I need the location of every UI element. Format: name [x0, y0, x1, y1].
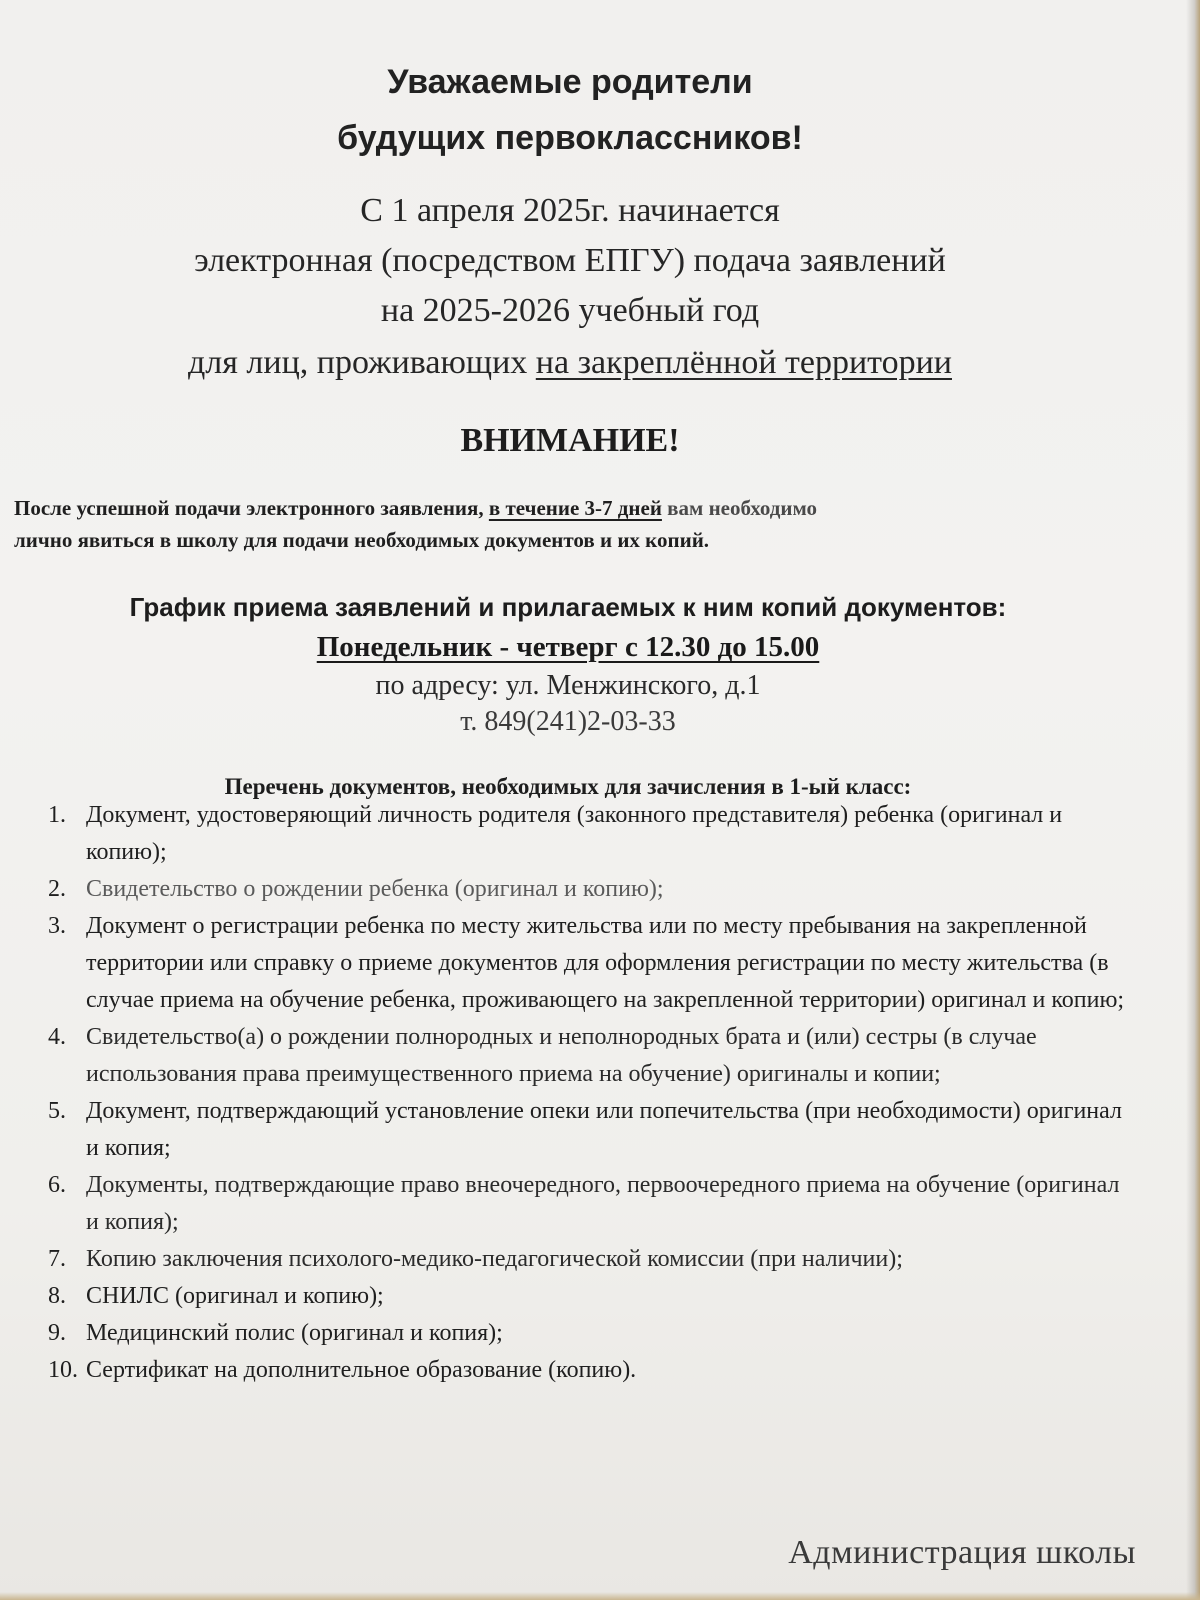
list-item-number: 6. — [48, 1172, 66, 1198]
attention-text-part-1: После успешной подачи электронного заявления, — [14, 496, 489, 520]
documents-list — [48, 797, 1138, 1389]
intro-line-3: на 2025-2026 учебный год — [380, 292, 760, 329]
intro-line-4-underlined: на закреплённой территории — [535, 344, 952, 381]
list-item-number: 2. — [48, 876, 66, 902]
list-item — [48, 1352, 1138, 1389]
list-item — [48, 1315, 1138, 1352]
attention-heading: ВНИМАНИЕ! — [460, 422, 680, 459]
list-item-text: Медицинский полис (оригинал и копия); — [86, 1320, 503, 1346]
list-item-text: Документ о регистрации ребенка по месту жительства или по месту пребывания на закрепленной территории или справку о приеме документов для оформления регистрации по месту жительства (в случае приема на обучение ребенка, проживающего на закрепленной территории) оригинал и копию; — [86, 913, 1125, 1013]
documents-title: Перечень документов, необходимых для зачисления в 1-ый класс: — [224, 774, 912, 799]
list-item — [48, 1241, 1138, 1278]
schedule-address: по адресу: ул. Менжинского, д.1 — [375, 670, 761, 701]
list-item — [48, 1278, 1138, 1315]
title-line-1: Уважаемые родители — [387, 63, 753, 101]
schedule-time: Понедельник - четверг с 12.30 до 15.00 — [316, 631, 820, 663]
list-item-number: 7. — [48, 1246, 66, 1272]
paper-edge-shadow — [1186, 0, 1200, 1600]
list-item — [48, 1093, 1138, 1167]
list-item-text: СНИЛС (оригинал и копию); — [86, 1283, 384, 1309]
list-item-text: Копию заключения психолого-медико-педагогической комиссии (при наличии); — [86, 1246, 903, 1272]
list-item — [48, 1019, 1138, 1093]
title-line-2: будущих первоклассников! — [337, 119, 803, 157]
list-item — [48, 1167, 1138, 1241]
list-item-text: Документы, подтверждающие право внеочередного, первоочередного приема на обучение (оригинал и копия); — [86, 1172, 1120, 1235]
list-item-text: Сертификат на дополнительное образование (копию). — [86, 1357, 637, 1383]
list-item — [48, 871, 1138, 908]
list-item-text: Документ, удостоверяющий личность родителя (законного представителя) ребенка (оригинал и копию); — [86, 802, 1063, 865]
intro-line-1: С 1 апреля 2025г. начинается — [360, 192, 780, 229]
schedule-phone: т. 849(241)2-03-33 — [460, 706, 676, 737]
list-item — [48, 797, 1138, 871]
paper-bottom-edge — [0, 1592, 1200, 1600]
intro-line-2: электронная (посредством ЕПГУ) подача заявлений — [194, 242, 946, 279]
list-item-text: Свидетельство(а) о рождении полнородных и неполнородных брата и (или) сестры (в случае использования права преимущественного приема на обучение) оригиналы и копии; — [86, 1024, 1037, 1087]
list-item-number: 10. — [48, 1357, 78, 1383]
list-item-number: 3. — [48, 913, 66, 939]
attention-text-line-1 — [14, 492, 1144, 524]
list-item-number: 5. — [48, 1098, 66, 1124]
list-item-number: 8. — [48, 1283, 66, 1309]
intro-line-4-prefix: для лиц, проживающих — [188, 344, 536, 381]
attention-text-line-2: лично явиться в школу для подачи необходимых документов и их копий. — [14, 528, 710, 552]
list-item-number: 9. — [48, 1320, 66, 1346]
intro-line-4 — [0, 336, 1140, 390]
attention-deadline: в течение 3-7 дней — [488, 496, 662, 520]
list-item-text: Документ, подтверждающий установление опеки или попечительства (при необходимости) оригинал и копия; — [86, 1098, 1122, 1161]
signature: Администрация школы — [788, 1534, 1136, 1571]
list-item-text: Свидетельство о рождении ребенка (оригинал и копию); — [86, 876, 664, 902]
schedule-title: График приема заявлений и прилагаемых к ним копий документов: — [129, 592, 1007, 622]
list-item-number: 4. — [48, 1024, 66, 1050]
attention-text-part-2: вам необходимо — [661, 496, 818, 520]
list-item — [48, 908, 1138, 1019]
list-item-number: 1. — [48, 802, 66, 828]
